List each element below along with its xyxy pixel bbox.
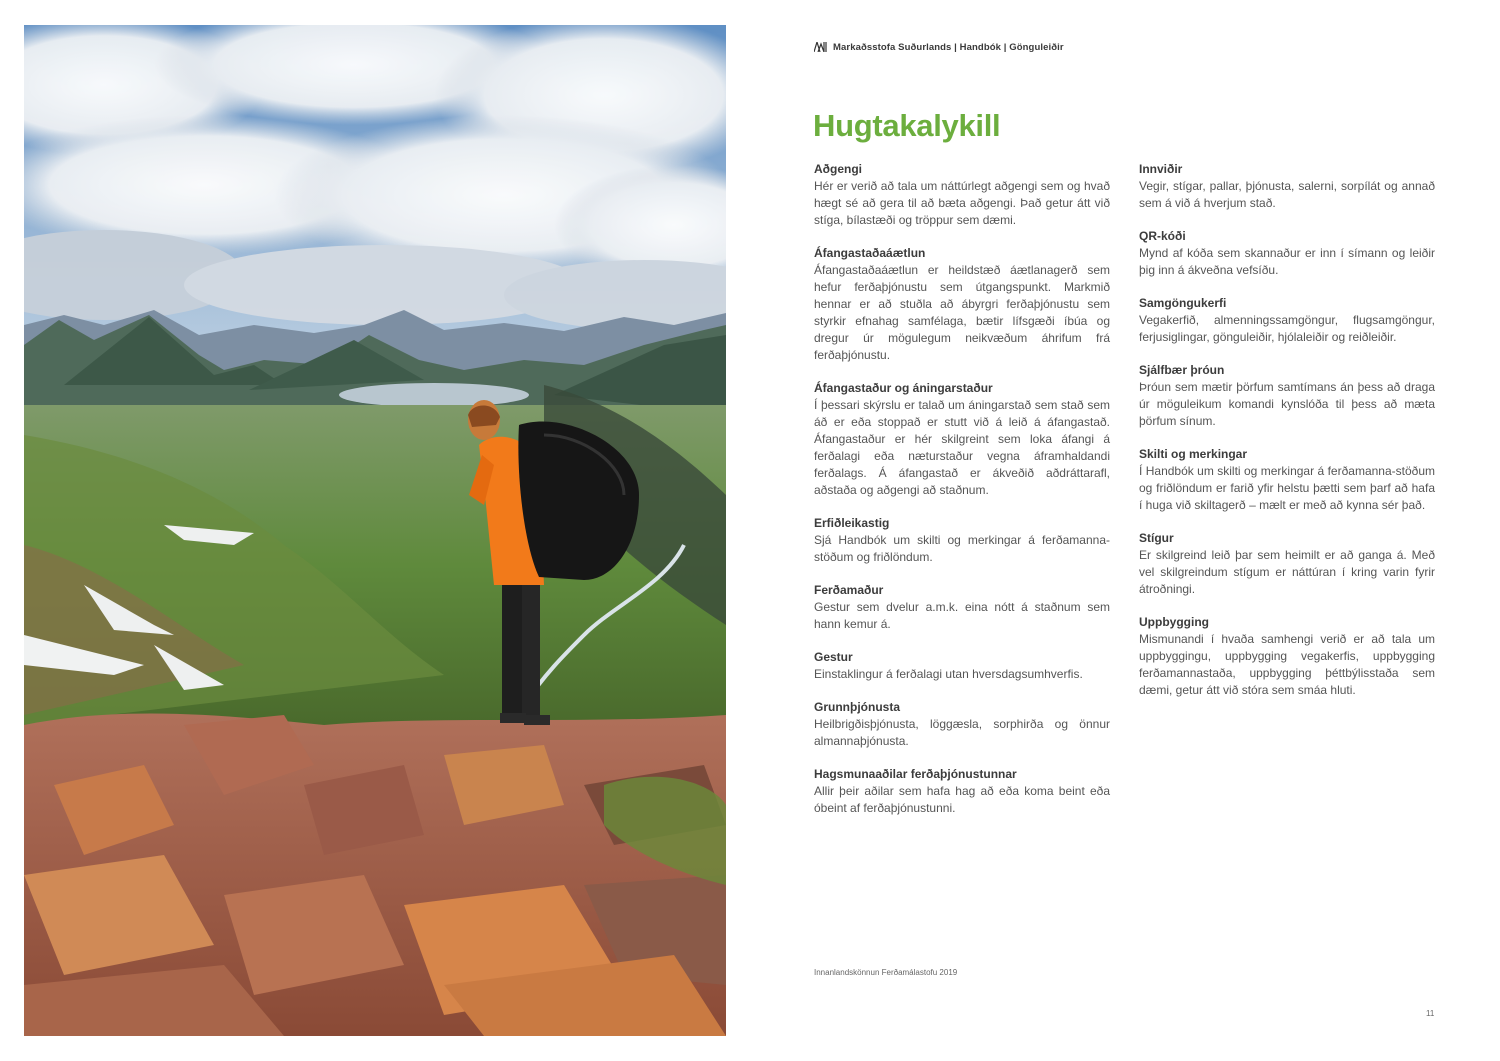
glossary-definition: Vegakerfið, almenningssamgöngur, flugsamgöngur, ferjusiglingar, gönguleiðir, hjólaleiðir og reiðleiðir. xyxy=(1139,313,1435,344)
glossary-entry xyxy=(1139,228,1435,279)
glossary-term: Hagsmunaaðilar ferðaþjónustunnar xyxy=(814,767,1017,781)
page-title: Hugtakalykill xyxy=(813,108,1001,143)
header-breadcrumb: Markaðsstofa Suðurlands | Handbók | Gönguleiðir xyxy=(833,41,1064,53)
glossary-definition: Heilbrigðisþjónusta, löggæsla, sorphirða og önnur almannaþjónusta. xyxy=(814,717,1110,748)
glossary-column-right xyxy=(1139,161,1435,715)
glossary-term: Uppbygging xyxy=(1139,615,1209,629)
glossary-term: Ferðamaður xyxy=(814,583,884,597)
glossary-entry xyxy=(814,245,1110,364)
glossary-entry xyxy=(1139,295,1435,346)
glossary-term: Aðgengi xyxy=(814,162,862,176)
glossary-entry xyxy=(1139,362,1435,430)
glossary-definition: Hér er verið að tala um náttúrlegt aðgengi sem og hvað hægt sé að gera til að bæta aðgengi. Það getur átt við stíga, bílastæði og tröppur sem dæmi. xyxy=(814,179,1110,227)
glossary-definition: Vegir, stígar, pallar, þjónusta, salerni, sorpílát og annað sem á við á hverjum stað. xyxy=(1139,179,1435,210)
glossary-entry xyxy=(814,582,1110,633)
hiker-landscape-photo xyxy=(24,25,726,1036)
glossary-term: Áfangastaður og áningarstaður xyxy=(814,381,993,395)
glossary-term: Gestur xyxy=(814,650,853,664)
glossary-term: QR-kóði xyxy=(1139,229,1186,243)
glossary-term: Áfangastaðaáætlun xyxy=(814,246,926,260)
glossary-definition: Í Handbók um skilti og merkingar á ferðamanna-stöðum og friðlöndum er farið yfir helstu þætti sem þarf að hafa í huga við skiltagerð – mælt er með að kynna sér það. xyxy=(1139,464,1435,512)
glossary-entry xyxy=(814,515,1110,566)
glossary-entry xyxy=(1139,614,1435,699)
glossary-term: Samgöngukerfi xyxy=(1139,296,1227,310)
page-number: 11 xyxy=(1426,1009,1435,1018)
glossary-definition: Í þessari skýrslu er talað um áningarstað sem stað sem áð er eða stoppað er stutt við á leið á áfangastað. Áfangastaður er hér skilgreint sem loka áfangi á ferðalagi eða næturstaður vegna áframhaldandi ferðalags. Á áfangastað er ákveðið aðdráttarafl, aðstaða og aðgengi að staðnum. xyxy=(814,398,1110,497)
glossary-term: Sjálfbær þróun xyxy=(1139,363,1225,377)
glossary-entry xyxy=(814,161,1110,229)
glossary-definition: Er skilgreind leið þar sem heimilt er að ganga á. Með vel skilgreindum stígum er náttúran í kring varin fyrir átroðningi. xyxy=(1139,548,1435,596)
page-header xyxy=(814,40,1064,54)
glossary-entry xyxy=(814,766,1110,817)
source-note: Innanlandskönnun Ferðamálastofu 2019 xyxy=(814,968,958,977)
glossary-definition: Sjá Handbók um skilti og merkingar á ferðamanna-stöðum og friðlöndum. xyxy=(814,533,1110,564)
glossary-definition: Mismunandi í hvaða samhengi verið er að tala um uppbyggingu, uppbygging vegakerfis, uppbygging ferðamannastaða, uppbygging þéttbýlisstaða sem dæmi, getur átt við stóra sem smáa hluti. xyxy=(1139,632,1435,697)
glossary-definition: Gestur sem dvelur a.m.k. eina nótt á staðnum sem hann kemur á. xyxy=(814,600,1110,631)
glossary-term: Innviðir xyxy=(1139,162,1183,176)
glossary-entry xyxy=(1139,446,1435,514)
brand-logo-icon xyxy=(814,42,828,52)
glossary-entry xyxy=(814,380,1110,499)
glossary-entry xyxy=(1139,161,1435,212)
glossary-entry xyxy=(814,699,1110,750)
glossary-definition: Einstaklingur á ferðalagi utan hversdagsumhverfis. xyxy=(814,667,1083,681)
glossary-entry xyxy=(814,649,1110,683)
glossary-term: Skilti og merkingar xyxy=(1139,447,1248,461)
glossary-term: Grunnþjónusta xyxy=(814,700,900,714)
glossary-column-left xyxy=(814,161,1110,833)
glossary-term: Stígur xyxy=(1139,531,1174,545)
glossary-definition: Allir þeir aðilar sem hafa hag að eða koma beint eða óbeint af ferðaþjónustunni. xyxy=(814,784,1110,815)
glossary-definition: Mynd af kóða sem skannaður er inn í símann og leiðir þig inn á ákveðna vefsíðu. xyxy=(1139,246,1435,277)
glossary-definition: Þróun sem mætir þörfum samtímans án þess að draga úr möguleikum komandi kynslóða til þess að mæta þörfum sínum. xyxy=(1139,380,1435,428)
glossary-entry xyxy=(1139,530,1435,598)
glossary-term: Erfiðleikastig xyxy=(814,516,890,530)
glossary-definition: Áfangastaðaáætlun er heildstæð áætlanagerð sem hefur ferðaþjónustu sem útgangspunkt. Markmið hennar er að stuðla að ábyrgri ferðaþjónustu sem styrkir efnahag samfélaga, bætir lífsgæði íbúa og dregur úr mögulegum neikvæðum áhrifum frá ferðaþjónustu. xyxy=(814,263,1110,362)
